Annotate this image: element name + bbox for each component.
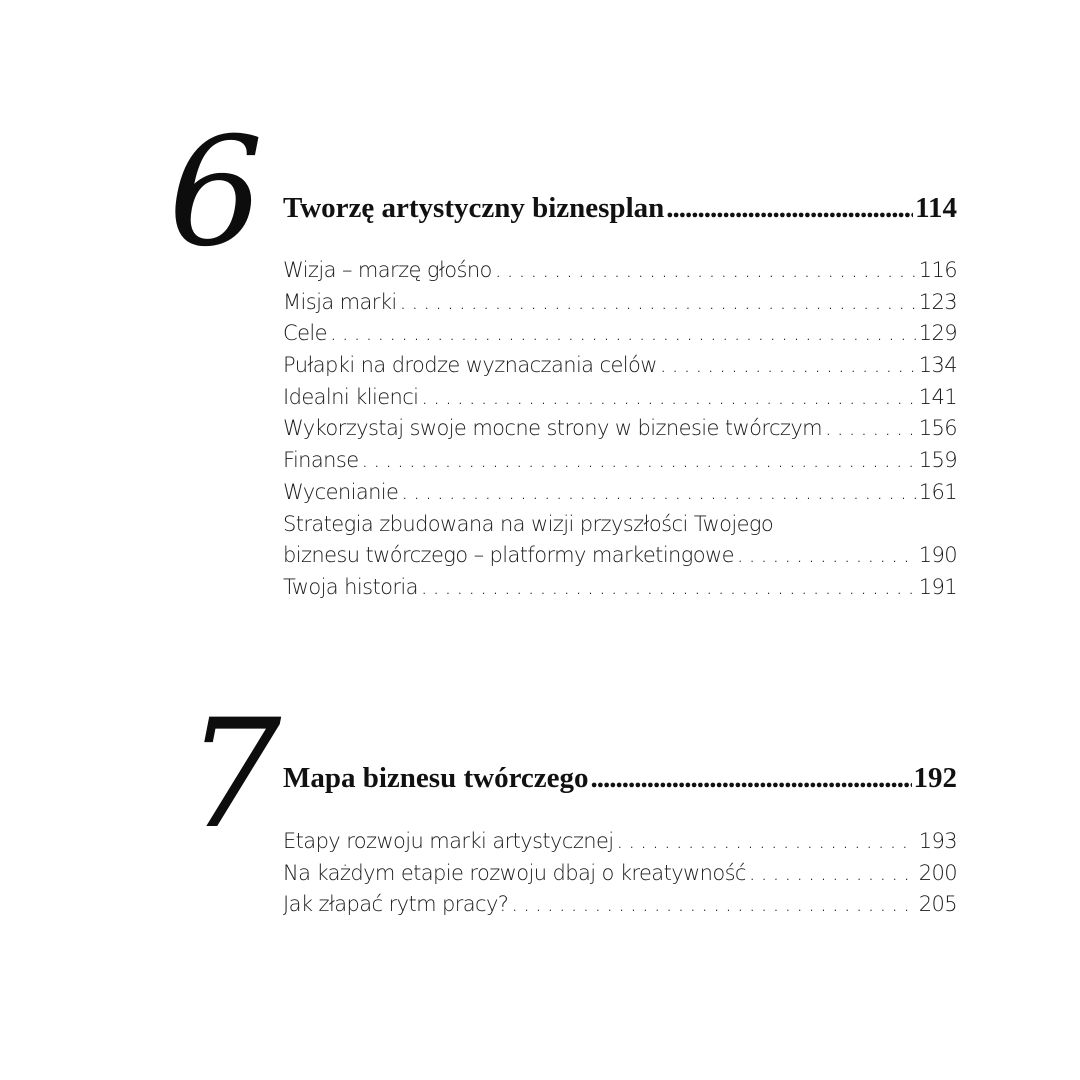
leader-dots xyxy=(617,829,916,853)
leader-dots xyxy=(666,192,913,225)
toc-entry-title: Wycenianie xyxy=(283,479,399,504)
leader-dots xyxy=(362,448,916,472)
toc-list xyxy=(283,258,957,607)
toc-entry-page: 129 xyxy=(918,321,957,346)
toc-entry[interactable] xyxy=(283,448,957,480)
toc-entry-title: Idealni klienci xyxy=(283,384,419,409)
toc-entry-page: 190 xyxy=(918,543,957,568)
toc-entry-title: Pułapki na drodze wyznaczania celów xyxy=(283,353,657,378)
toc-entry[interactable] xyxy=(283,861,957,893)
toc-entry-title: Cele xyxy=(283,321,327,346)
toc-entry[interactable] xyxy=(283,258,957,290)
toc-entry[interactable] xyxy=(283,353,957,385)
toc-entry[interactable] xyxy=(283,480,957,512)
toc-entry[interactable] xyxy=(283,290,957,322)
chapter-title: Tworzę artystyczny biznesplan xyxy=(283,192,665,224)
leader-dots xyxy=(749,861,916,885)
toc-entry[interactable] xyxy=(283,416,957,448)
toc-entry-title: Etapy rozwoju marki artystycznej xyxy=(283,829,614,853)
toc-entry-title: Twoja historia xyxy=(283,574,418,599)
toc-entry[interactable] xyxy=(283,829,957,861)
chapter-number: 7 xyxy=(186,688,278,862)
chapter-heading[interactable] xyxy=(283,192,957,225)
toc-entry-page: 191 xyxy=(918,574,957,599)
toc-entry-title: Strategia zbudowana na wizji przyszłości Twojego xyxy=(283,511,774,536)
toc-entry-title: Misja marki xyxy=(283,289,397,314)
toc-entry-page: 159 xyxy=(918,448,957,473)
toc-entry-page: 141 xyxy=(918,384,957,409)
toc-entry[interactable] xyxy=(283,385,957,417)
toc-entry-title: Na każdym etapie rozwoju dbaj o kreatywność xyxy=(283,860,746,885)
leader-dots xyxy=(825,416,916,440)
toc-entry[interactable] xyxy=(283,892,957,924)
toc-entry-title: Wizja – marzę głośno xyxy=(283,258,492,282)
leader-dots xyxy=(400,290,916,314)
toc-entry-title: biznesu twórczego – platformy marketingowe xyxy=(283,543,734,568)
leader-dots xyxy=(421,385,915,409)
toc-entry[interactable] xyxy=(283,543,957,575)
toc-entry-title: Jak złapać rytm pracy? xyxy=(283,892,509,917)
leader-dots xyxy=(660,353,916,377)
toc-list xyxy=(283,829,957,924)
toc-entry-page: 134 xyxy=(918,353,957,378)
toc-entry-title: Wykorzystaj swoje mocne strony w biznesie twórczym xyxy=(283,416,822,441)
toc-entry-title: Finanse xyxy=(283,448,359,473)
chapter-heading[interactable] xyxy=(283,762,957,795)
chapter-title: Mapa biznesu twórczego xyxy=(283,762,589,794)
toc-entry[interactable] xyxy=(283,575,957,607)
leader-dots xyxy=(401,480,915,504)
leader-dots xyxy=(511,892,915,916)
chapter-page-number: 192 xyxy=(913,762,957,794)
leader-dots xyxy=(737,543,916,567)
toc-entry-page: 161 xyxy=(918,479,957,504)
toc-entry[interactable] xyxy=(283,321,957,353)
chapter-number: 6 xyxy=(168,106,260,280)
chapter-page-number: 114 xyxy=(915,192,957,224)
leader-dots xyxy=(330,321,916,345)
toc-entry-page: 123 xyxy=(918,289,957,314)
toc-entry-page: 116 xyxy=(918,258,957,282)
toc-entry-page: 205 xyxy=(918,892,957,917)
toc-entry-page: 156 xyxy=(918,416,957,441)
toc-entry-page: 193 xyxy=(918,829,957,853)
toc-entry-page: 200 xyxy=(918,860,957,885)
leader-dots xyxy=(421,575,916,599)
leader-dots xyxy=(591,762,912,795)
leader-dots xyxy=(495,258,916,282)
toc-entry[interactable] xyxy=(283,512,957,544)
